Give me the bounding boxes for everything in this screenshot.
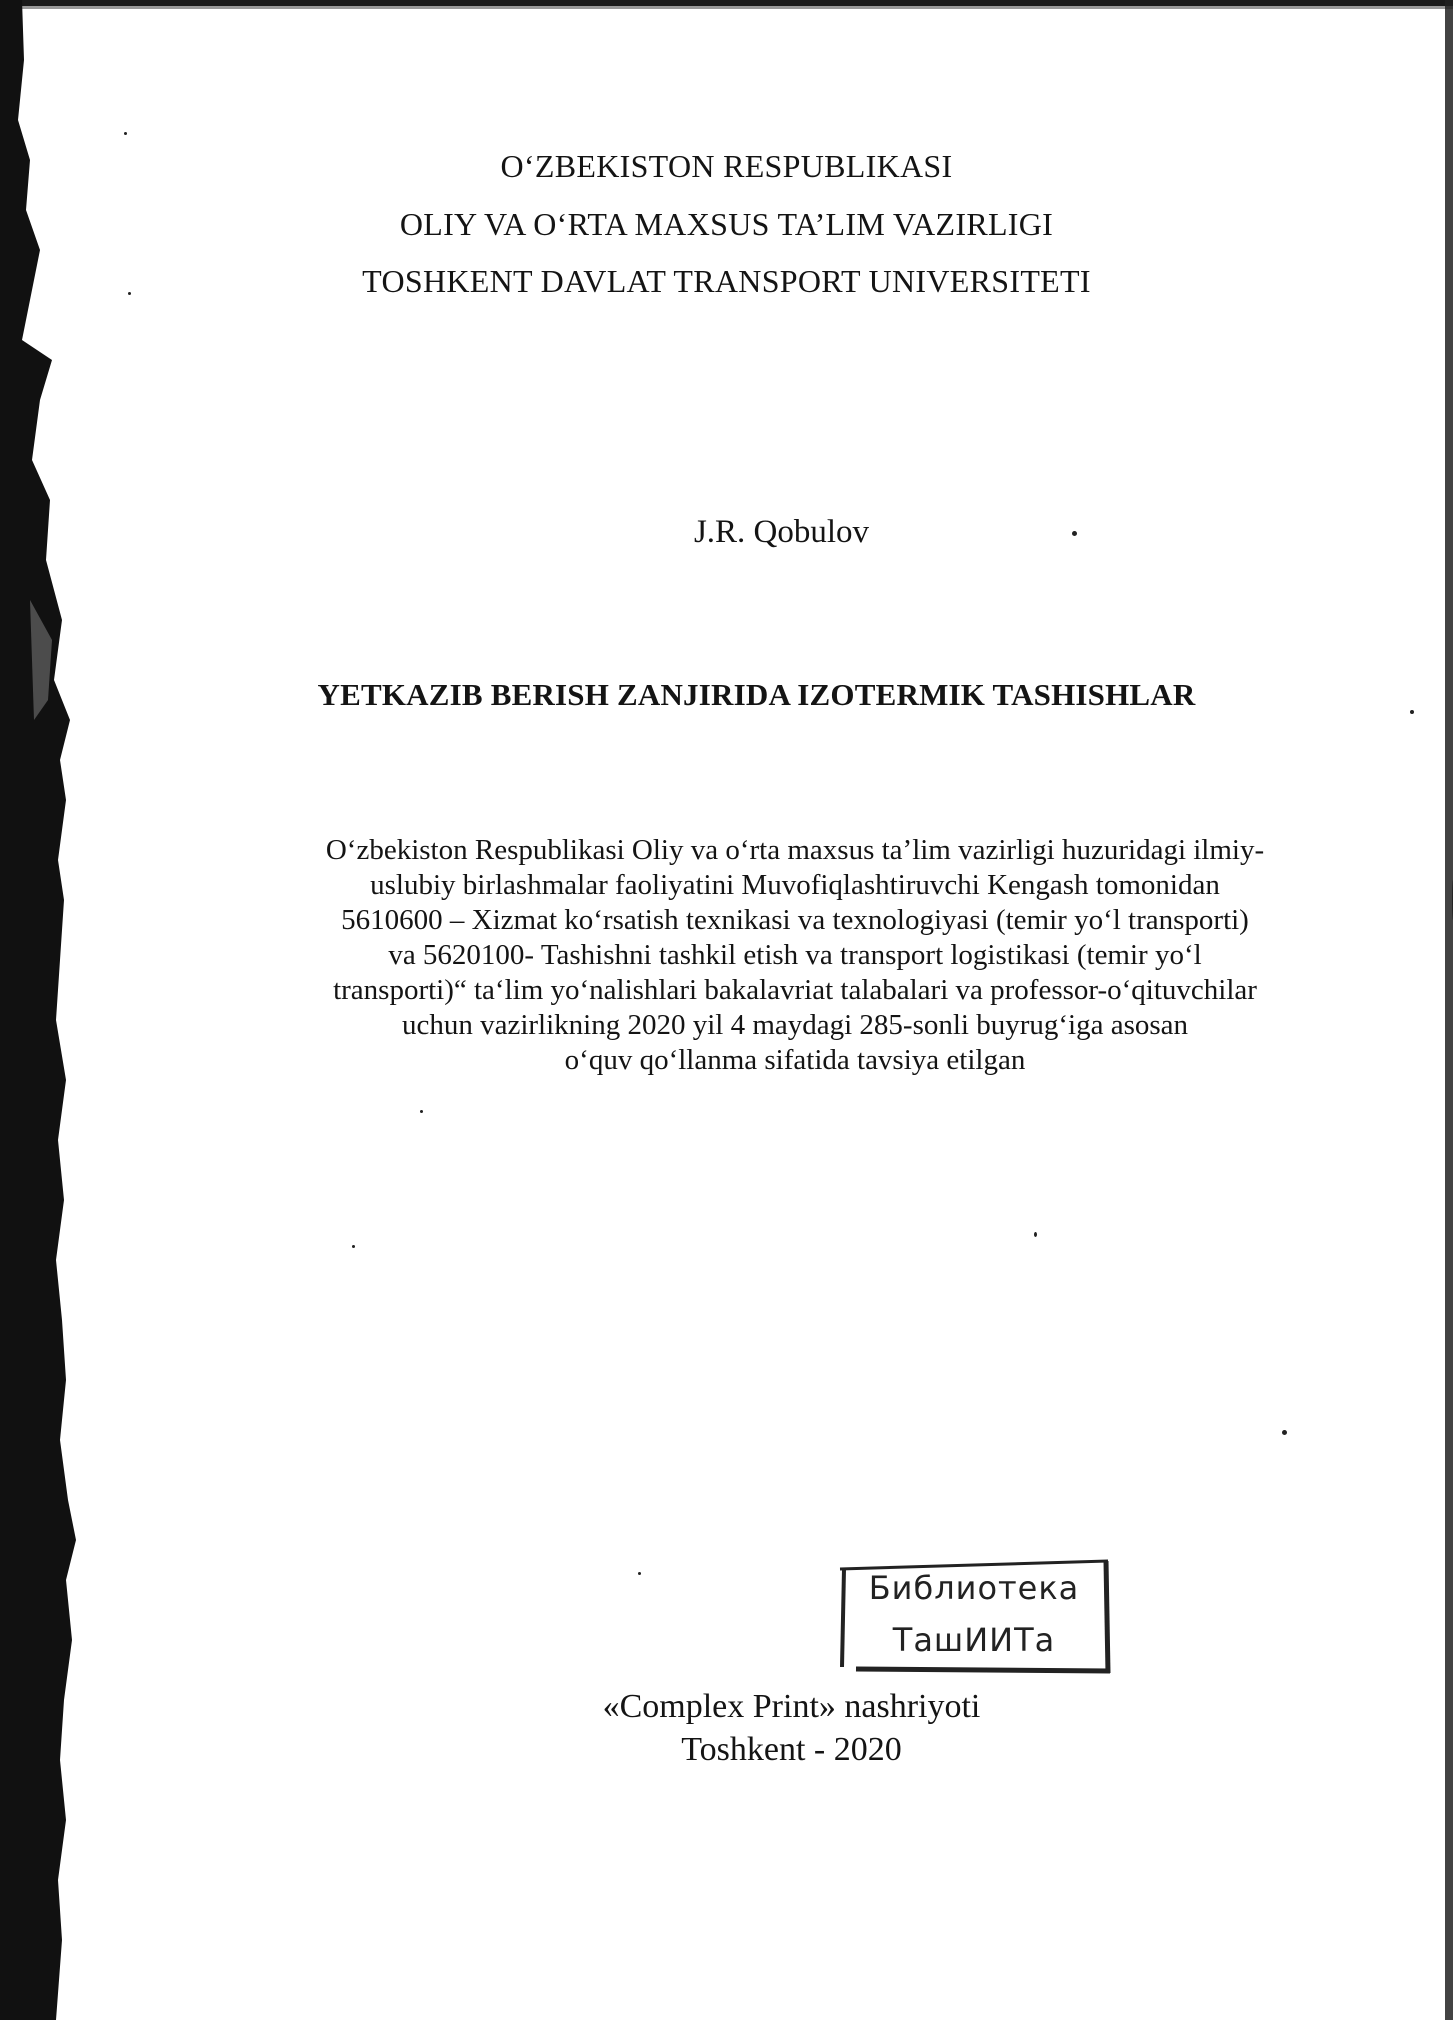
institution-header	[0, 138, 1453, 311]
scan-speck	[124, 132, 127, 135]
scan-speck	[638, 1572, 641, 1575]
scan-speck	[352, 1245, 355, 1248]
approval-line-6: uchun vazirlikning 2020 yil 4 maydagi 285-sonli buyrug‘iga asosan	[401, 1009, 1189, 1041]
approval-line-2: uslubiy birlashmalar faoliyatini Muvofiqlashtiruvchi Kengash tomonidan	[370, 869, 1220, 901]
approval-line-5: transporti)“ ta‘lim yo‘nalishlari bakalavriat talabalari va professor-o‘qituvchilar	[333, 974, 1257, 1006]
header-line-3: TOSHKENT DAVLAT TRANSPORT UNIVERSITETI	[362, 263, 1091, 299]
scan-top-edge-shadow	[0, 6, 1453, 9]
scan-speck	[1282, 1430, 1287, 1435]
library-stamp	[836, 1555, 1112, 1683]
stamp-line-2: ТашИИТа	[892, 1621, 1056, 1659]
publisher-name: «Complex Print» nashriyoti	[602, 1688, 981, 1725]
scan-speck	[1410, 710, 1414, 714]
scan-speck	[128, 292, 131, 295]
approval-line-3: 5610600 – Xizmat ko‘rsatish texnikasi va texnologiyasi (temir yo‘l transporti)	[341, 904, 1249, 936]
header-line-1: O‘ZBEKISTON RESPUBLIKASI	[500, 148, 953, 184]
stamp-line-1: Библиотека	[868, 1569, 1080, 1607]
scan-speck	[420, 1110, 423, 1113]
approval-line-7: o‘quv qo‘llanma sifatida tavsiya etilgan	[564, 1044, 1026, 1076]
scan-speck	[1072, 531, 1077, 536]
author-name: J.R. Qobulov	[693, 514, 870, 550]
approval-line-1: O‘zbekiston Respublikasi Oliy va o‘rta maxsus ta’lim vazirligi huzuridagi ilmiy-	[325, 834, 1265, 866]
scan-speck	[1034, 1232, 1037, 1237]
approval-line-4: va 5620100- Tashishni tashkil etish va transport logistikasi (temir yo‘l	[388, 939, 1202, 971]
publication-place-year: Toshkent - 2020	[681, 1731, 902, 1768]
approval-statement	[230, 833, 1360, 1078]
book-title: YETKAZIB BERISH ZANJIRIDA IZOTERMIK TASHISHLAR	[317, 677, 1196, 712]
header-line-2: OLIY VA O‘RTA MAXSUS TA’LIM VAZIRLIGI	[399, 205, 1054, 242]
publisher-block	[0, 1685, 1453, 1771]
